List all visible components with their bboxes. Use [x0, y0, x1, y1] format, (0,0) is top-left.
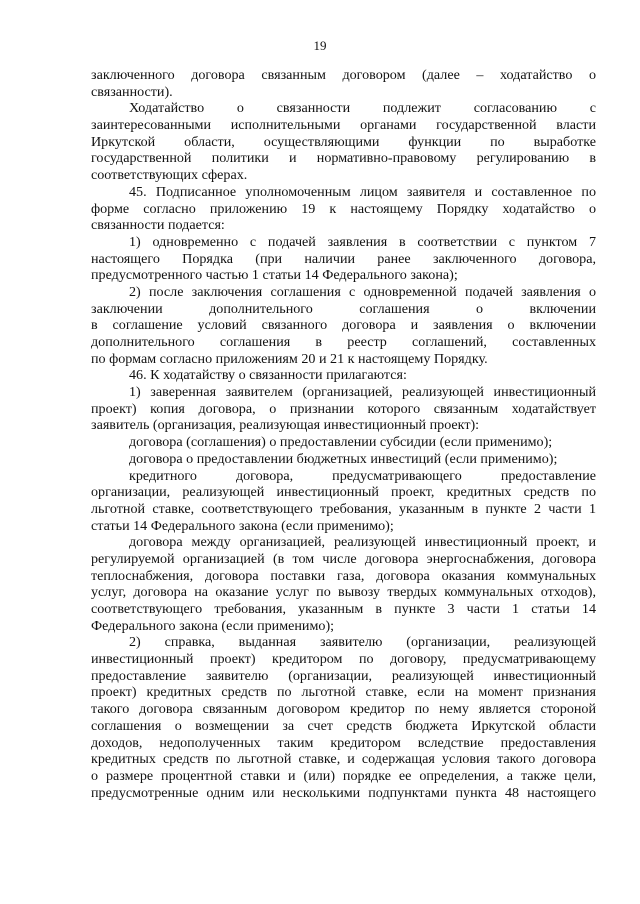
text-line: договора о предоставлении бюджетных инвестиций (если применимо);	[129, 450, 558, 467]
text-line: такого договора связанным договором кредитор по нему является стороной	[91, 701, 596, 718]
text-line: настоящего Порядка (при наличии ранее заключенного договора,	[91, 250, 596, 267]
text-line: договора между организацией, реализующей инвестиционный проект, и	[129, 534, 596, 551]
text-line: Иркутской области, осуществляющими функции по выработке	[91, 133, 596, 150]
text-line: регулируемой организацией (в том числе договора энергоснабжения, договора	[91, 550, 596, 567]
text-line: государственной политики и нормативно-правовому регулированию в	[91, 150, 596, 167]
text-line: заинтересованными исполнительными органами государственной власти	[91, 117, 596, 134]
body-text	[91, 67, 596, 801]
text-line: кредитного договора, предусматривающего предоставление	[129, 467, 596, 484]
text-line: теплоснабжения, договора поставки газа, договора оказания коммунальных	[91, 567, 596, 584]
text-line: договора (соглашения) о предоставлении субсидии (если применимо);	[129, 434, 553, 451]
text-line: статьи 14 Федерального закона (если применимо);	[91, 517, 394, 534]
text-line: предусмотренного частью 1 статьи 14 Федерального закона);	[91, 267, 458, 284]
text-line: предусмотренные одним или несколькими подпунктами пункта 48 настоящего	[91, 784, 596, 801]
text-line: кредитных средств по льготной ставке, и содержащая условия такого договора	[91, 751, 596, 768]
text-line: форме согласно приложению 19 к настоящему Порядку ходатайство о	[91, 200, 596, 217]
text-line: заключении дополнительного соглашения о включении	[91, 300, 596, 317]
text-line: 1) заверенная заявителем (организацией, реализующей инвестиционный	[129, 384, 596, 401]
text-line: 2) после заключения соглашения с одновременной подачей заявления о	[129, 283, 596, 300]
text-line: инвестиционный проект) кредитором по договору, предусматривающему	[91, 651, 596, 668]
text-line: 45. Подписанное уполномоченным лицом заявителя и составленное по	[129, 183, 596, 200]
text-line: о размере процентной ставки и (или) порядке ее определения, а также цели,	[91, 767, 596, 784]
text-line: заявитель (организация, реализующая инвестиционный проект):	[91, 417, 480, 434]
text-line: 46. К ходатайству о связанности прилагаются:	[129, 367, 407, 384]
text-line: связанности).	[91, 83, 173, 100]
text-line: заключенного договора связанным договором (далее – ходатайство о	[91, 67, 596, 83]
text-line: дополнительного соглашения в реестр соглашений, составленных	[91, 334, 596, 350]
text-line: связанности подается:	[91, 217, 225, 234]
text-line: в соглашение условий связанного договора и заявления о включении	[91, 317, 596, 334]
text-line: предоставление заявителю (организации, реализующей инвестиционный	[91, 667, 596, 684]
text-line: соглашения о возмещении за счет средств бюджета Иркутской области	[91, 717, 596, 734]
page-number: 19	[313, 38, 327, 53]
text-line: 2) справка, выданная заявителю (организации, реализующей	[129, 634, 596, 651]
text-line: организации, реализующей инвестиционный проект, кредитных средств по	[91, 484, 596, 501]
text-line: проект) копия договора, о признании которого связанным ходатайствует	[91, 400, 596, 417]
text-line: Ходатайство о связанности подлежит согласованию с	[129, 100, 596, 117]
text-line: льготной ставке, соответствующего требования, указанным в пункте 2 части 1	[91, 500, 596, 517]
text-line: соответствующих сферах.	[91, 167, 248, 184]
text-line: соответствующего требования, указанным в пункте 3 части 1 статьи 14	[91, 601, 596, 617]
text-line: услуг, договора на оказание услуг по вывозу твердых коммунальных отходов),	[91, 584, 596, 601]
text-line: 1) одновременно с подачей заявления в соответствии с пунктом 7	[129, 233, 596, 250]
text-line: проект) кредитных средств по льготной ставке, если на момент признания	[91, 684, 596, 701]
text-line: по формам согласно приложениям 20 и 21 к настоящему Порядку.	[91, 350, 488, 367]
text-line: Федерального закона (если применимо);	[91, 617, 335, 634]
text-line: доходов, недополученных таким кредитором вследствие предоставления	[91, 734, 596, 751]
